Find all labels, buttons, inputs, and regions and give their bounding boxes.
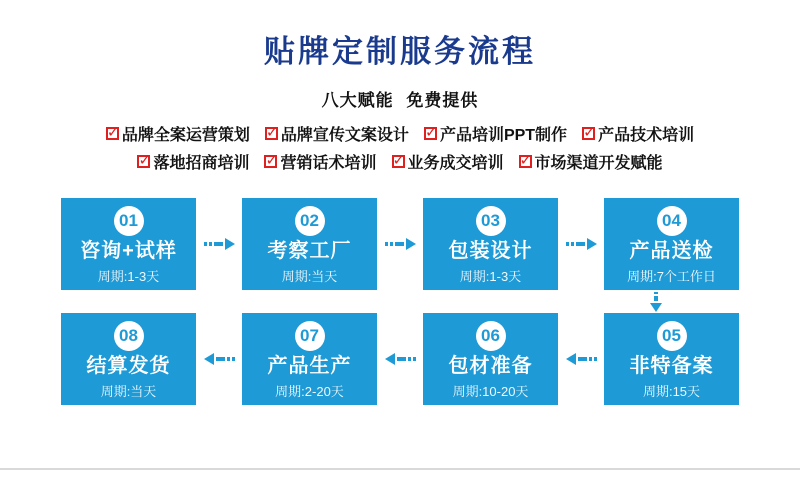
checkbox-checked-icon <box>582 127 595 140</box>
arrow-left-icon <box>385 353 416 365</box>
checkbox-checked-icon <box>106 127 119 140</box>
step-number-badge: 06 <box>476 321 506 351</box>
step-number-badge: 08 <box>114 321 144 351</box>
flow-row-1 <box>61 198 739 290</box>
benefit-item <box>106 122 250 145</box>
benefit-label: 业务成交培训 <box>407 154 504 172</box>
checkbox-checked-icon <box>137 155 150 168</box>
bottom-divider <box>0 468 800 470</box>
benefit-label: 产品培训PPT制作 <box>439 126 568 144</box>
step-card-03 <box>423 198 558 290</box>
step-number-badge: 03 <box>476 206 506 236</box>
arrow-down-icon <box>649 290 663 313</box>
benefit-item <box>582 122 694 145</box>
step-label: 产品生产 <box>267 355 352 377</box>
step-label: 考察工厂 <box>267 240 352 262</box>
benefits-row-2 <box>0 150 800 172</box>
arrow-left-icon <box>566 353 597 365</box>
benefit-item <box>137 150 249 173</box>
flow-row-2 <box>61 313 739 405</box>
step-card-04 <box>604 198 739 290</box>
benefit-label: 营销话术培训 <box>280 154 377 172</box>
checkbox-checked-icon <box>519 155 532 168</box>
checkbox-checked-icon <box>424 127 437 140</box>
step-card-01 <box>61 198 196 290</box>
benefit-item <box>264 150 376 173</box>
process-flow <box>61 198 739 405</box>
arrow-right-icon <box>566 238 597 250</box>
step-label: 产品送检 <box>629 240 714 262</box>
step-label: 结算发货 <box>86 355 171 377</box>
benefit-item <box>424 122 567 145</box>
benefit-label: 市场渠道开发赋能 <box>534 154 663 172</box>
benefit-item <box>392 150 504 173</box>
poster-page <box>0 26 800 405</box>
step-number-badge: 04 <box>657 206 687 236</box>
arrow-right-icon <box>204 238 235 250</box>
step-cycle: 周期:1-3天 <box>97 269 160 284</box>
step-cycle: 周期:15天 <box>642 384 701 399</box>
step-label: 包材准备 <box>448 355 533 377</box>
benefit-item <box>265 122 409 145</box>
checkbox-checked-icon <box>392 155 405 168</box>
benefit-label: 落地招商培训 <box>153 154 250 172</box>
step-card-06 <box>423 313 558 405</box>
step-label: 包装设计 <box>448 240 533 262</box>
benefit-label: 产品技术培训 <box>598 126 695 144</box>
page-title: 贴牌定制服务流程 <box>264 34 536 69</box>
step-card-02 <box>242 198 377 290</box>
benefits-list <box>0 122 800 172</box>
benefit-label: 品牌宣传文案设计 <box>280 126 409 144</box>
arrow-right-icon <box>385 238 416 250</box>
step-label: 咨询+试样 <box>80 240 177 262</box>
step-number-badge: 01 <box>114 206 144 236</box>
step-card-07 <box>242 313 377 405</box>
step-cycle: 周期:7个工作日 <box>627 269 716 284</box>
checkbox-checked-icon <box>265 127 278 140</box>
step-cycle: 周期:1-3天 <box>459 269 522 284</box>
subtitle: 八大赋能 免费提供 <box>321 91 479 110</box>
arrow-left-icon <box>204 353 235 365</box>
step-number-badge: 02 <box>295 206 325 236</box>
step-cycle: 周期:当天 <box>100 384 157 399</box>
checkbox-checked-icon <box>264 155 277 168</box>
benefits-row-1 <box>0 122 800 144</box>
step-number-badge: 05 <box>657 321 687 351</box>
benefit-label: 品牌全案运营策划 <box>121 126 250 144</box>
step-number-badge: 07 <box>295 321 325 351</box>
step-cycle: 周期:当天 <box>281 269 338 284</box>
benefit-item <box>519 150 663 173</box>
step-cycle: 周期:10-20天 <box>452 384 529 399</box>
step-card-08 <box>61 313 196 405</box>
step-cycle: 周期:2-20天 <box>275 384 344 399</box>
step-label: 非特备案 <box>629 355 714 377</box>
step-card-05 <box>604 313 739 405</box>
